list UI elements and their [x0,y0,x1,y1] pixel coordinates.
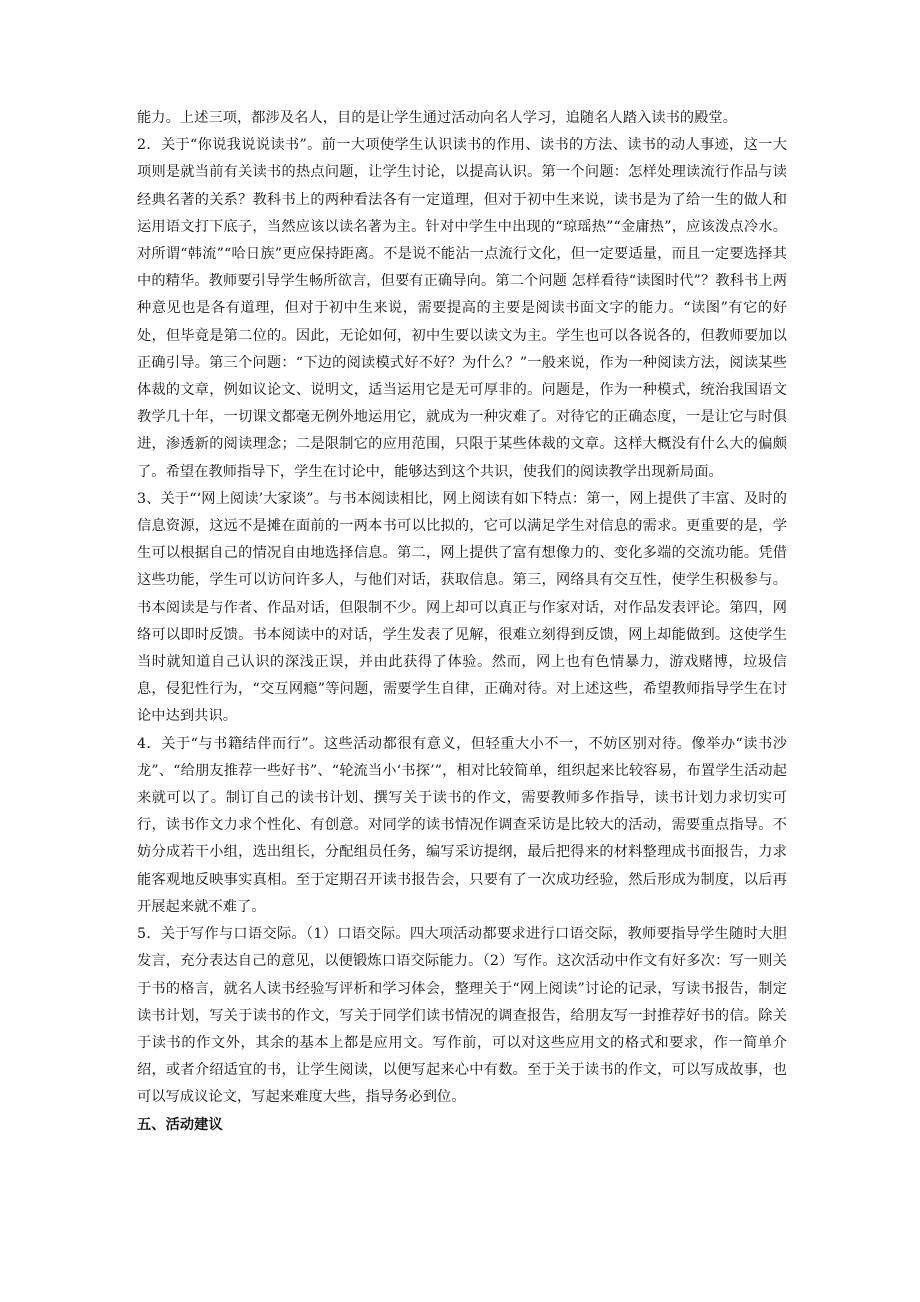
paragraph-item-2: 2．关于“你说我说说读书”。前一大项使学生认识读书的作用、读书的方法、读书的动人事迹，这一大项则是就当前有关读书的热点问题，让学生讨论，以提高认识。第一个问题：怎样处理读流行作品与读经典名著的关系？教科书上的两种看法各有一定道理，但对于初中生来说，读书是为了给一生的做人和运用语文打下底子，当然应该以读名著为主。针对中学生中出现的“琼瑶热”“金庸热”，应该泼点冷水。对所谓“韩流”“哈日族”更应保持距离。不是说不能沾一点流行文化，但一定要适量，而且一定要选择其中的精华。教师要引导学生畅所欲言，但要有正确导向。第二个问题 怎样看待“读图时代”？教科书上两种意见也是各有道理，但对于初中生来说，需要提高的主要是阅读书面文字的能力。“读图”有它的好处，但毕竟是第二位的。因此，无论如何，初中生要以读文为主。学生也可以各说各的，但教师要加以正确引导。第三个问题：“下边的阅读模式好不好？为什么？”一般来说，作为一种阅读方法，阅读某些体裁的文章，例如议论文、说明文，适当运用它是无可厚非的。问题是，作为一种模式，统治我国语文教学几十年，一切课文都毫无例外地运用它，就成为一种灾难了。对待它的正确态度，一是让它与时俱进，渗透新的阅读理念；二是限制它的应用范围，只限于某些体裁的文章。这样大概没有什么大的偏颇了。希望在教师指导下，学生在讨论中，能够达到这个共识，使我们的阅读教学出现新局面。 [137,137,787,480]
paragraph-item-4: 4．关于“与书籍结伴而行”。这些活动都很有意义，但轻重大小不一，不妨区别对待。像举办“读书沙龙”、“给朋友推荐一些好书”、“轮流当小‘书探’”，相对比较简单，组织起来比较容易，布置学生活动起来就可以了。制订自己的读书计划、撰写关于读书的作文，需要教师多作指导，读书计划力求切实可行，读书作文力求个性化、有创意。对同学的读书情况作调查采访是比较大的活动，需要重点指导。不妨分成若干小组，选出组长，分配组员任务，编写采访提纲，最后把得来的材料整理成书面报告，力求能客观地反映事实真相。至于定期召开读书报告会，只要有了一次成功经验，然后形成为制度，以后再开展起来就不难了。 [137,735,787,915]
section-heading: 五、活动建议 [137,1116,223,1133]
paragraph-intro-continuation: 能力。上述三项，都涉及名人，目的是让学生通过活动向名人学习，追随名人踏入读书的殿堂。 [137,110,738,126]
document-body [137,105,787,1139]
paragraph-item-3: 3、关于“‘网上阅读’大家谈”。与书本阅读相比，网上阅读有如下特点：第一，网上提供了丰富、及时的信息资源，这远不是摊在面前的一两本书可以比拟的，它可以满足学生对信息的需求。更重要的是，学生可以根据自己的情况自由地选择信息。第二，网上提供了富有想像力的、变化多端的交流功能。凭借这些功能，学生可以访问许多人，与他们对话，获取信息。第三，网络具有交互性，使学生积极参与。书本阅读是与作者、作品对话，但限制不少。网上却可以真正与作家对话，对作品发表评论。第四，网络可以即时反馈。书本阅读中的对话，学生发表了见解，很难立刻得到反馈，网上却能做到。这使学生当时就知道自己认识的深浅正误，并由此获得了体验。然而，网上也有色情暴力，游戏赌博，垃圾信息，侵犯性行为，“交互网瘾”等问题，需要学生自律，正确对待。对上述这些，希望教师指导学生在讨论中达到共识。 [137,490,787,725]
paragraph-item-5: 5．关于写作与口语交际。（1）口语交际。四大项活动都要求进行口语交际，教师要指导学生随时大胆发言，充分表达自己的意见，以便锻炼口语交际能力。（2）写作。这次活动中作文有好多次：写一则关于书的格言，就名人读书经验写评析和学习体会，整理关于“网上阅读”讨论的记录，写读书报告，制定读书计划，写关于读书的作文，写关于同学们读书情况的调查报告，给朋友写一封推荐好书的信。除关于读书的作文外，其余的基本上都是应用文。写作前，可以对这些应用文的格式和要求，作一简单介绍，或者介绍适宜的书，让学生阅读，以便写起来心中有数。至于关于读书的作文，可以写成故事，也可以写成议论文，写起来难度大些，指导务必到位。 [137,926,787,1106]
